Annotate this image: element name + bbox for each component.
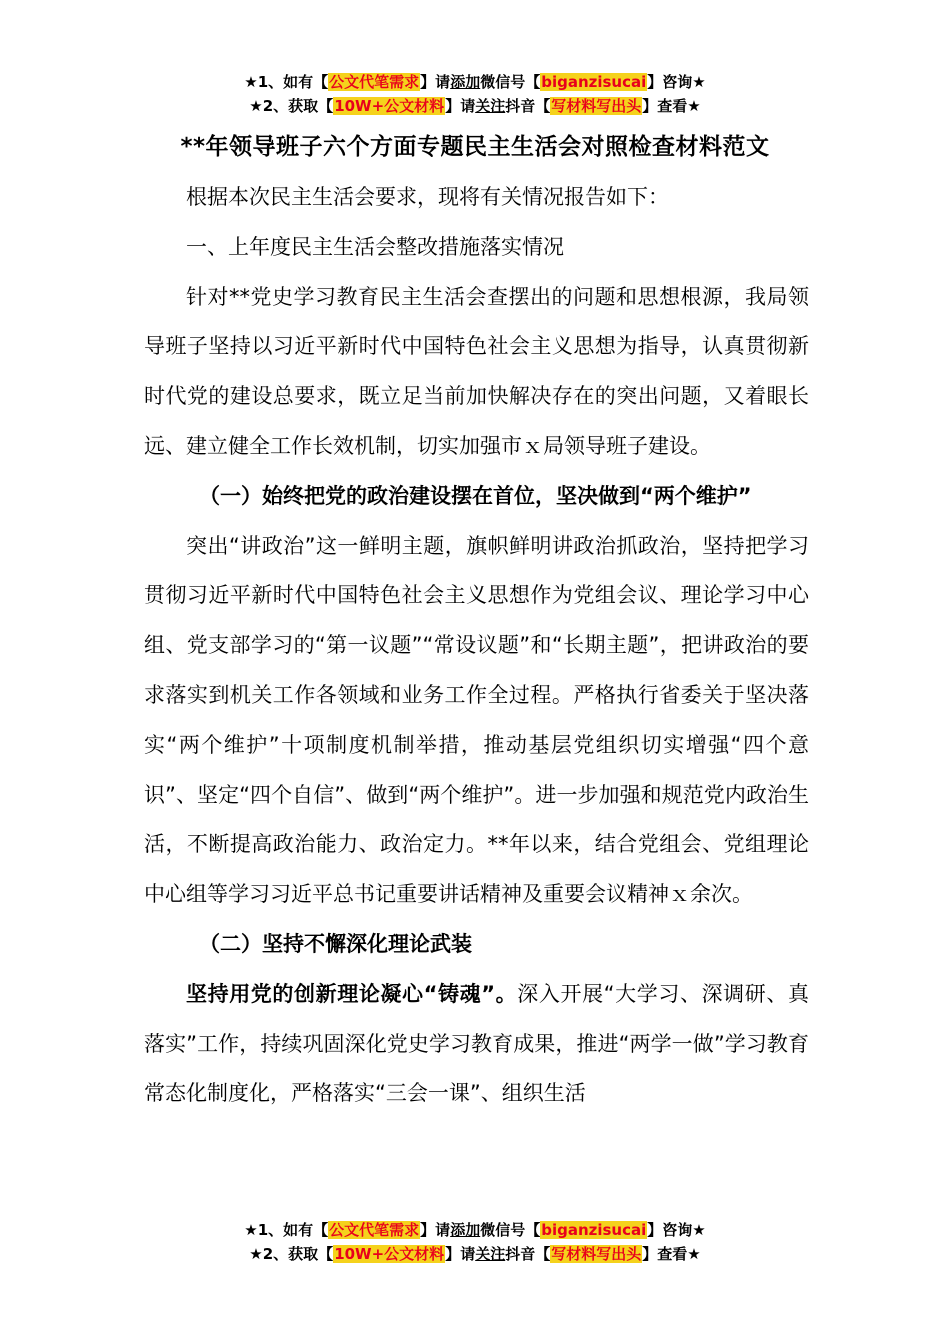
promo-highlight: 公文代笔需求 [329,73,420,91]
promo-line-1: ★1、如有【公文代笔需求】请添加微信号【biganzisucai】咨询★ [244,73,706,91]
header-promo-banner [0,72,950,120]
intro-paragraph: 根据本次民主生活会要求，现将有关情况报告如下： [186,185,669,209]
douyin-account: 写材料写出头 [551,97,642,115]
document-title: **年领导班子六个方面专题民主生活会对照检查材料范文 [180,134,770,160]
body-paragraph: 突出“讲政治”这一鲜明主题，旗帜鲜明讲政治抓政治，坚持把学习贯彻习近平新时代中国特色社会主义思想作为党组会议、理论学习中心组、党支部学习的“第一议题”“常设议题”和“长期主题”，把讲政治的要求落实到机关工作各领域和业务工作全过程。严格执行省委关于坚决落实“两个维护”十项制度机制举措，推动基层党组织切实增强“四个意识”、坚定“四个自信”、做到“两个维护”。进一步加强和规范党内政治生活，不断提高政治能力、政治定力。**年以来，结合党组会、党组理论中心组等学习习近平总书记重要讲话精神及重要会议精神ｘ余次。 [144,533,809,907]
promo-highlight: 10W+公文材料 [334,97,445,115]
subsection-heading: （一）始终把党的政治建设摆在首位，坚决做到“两个维护” [199,483,752,508]
section-heading: 一、上年度民主生活会整改措施落实情况 [186,234,564,259]
body-paragraph: 坚持用党的创新理论凝心“铸魂”。深入开展“大学习、深调研、真落实”工作，持续巩固深化党史学习教育成果，推进“两学一做”学习教育常态化制度化，严格落实“三会一课”、组织生活 [144,981,809,1106]
paragraph-lead: 坚持用党的创新理论凝心“铸魂”。 [186,981,518,1006]
promo-line-2: ★2、获取【10W+公文材料】请关注抖音【写材料写出头】查看★ [249,97,701,115]
body-paragraph: 针对**党史学习教育民主生活会查摆出的问题和思想根源，我局领导班子坚持以习近平新时代中国特色社会主义思想为指导，认真贯彻新时代党的建设总要求，既立足当前加快解决存在的突出问题，又着眼长远、建立健全工作长效机制，切实加强市ｘ局领导班子建设。 [144,284,809,458]
promo-line-1: ★1、如有【公文代笔需求】请添加微信号【biganzisucai】咨询★ [244,1221,706,1239]
promo-highlight: 10W+公文材料 [334,1245,445,1263]
douyin-account: 写材料写出头 [551,1245,642,1263]
promo-highlight: 公文代笔需求 [329,1221,420,1239]
wechat-id: biganzisucai [541,73,647,91]
document-body [144,173,809,1119]
footer-promo-banner [0,1220,950,1268]
wechat-id: biganzisucai [541,1221,647,1239]
promo-line-2: ★2、获取【10W+公文材料】请关注抖音【写材料写出头】查看★ [249,1245,701,1263]
subsection-heading: （二）坚持不懈深化理论武装 [199,931,472,956]
